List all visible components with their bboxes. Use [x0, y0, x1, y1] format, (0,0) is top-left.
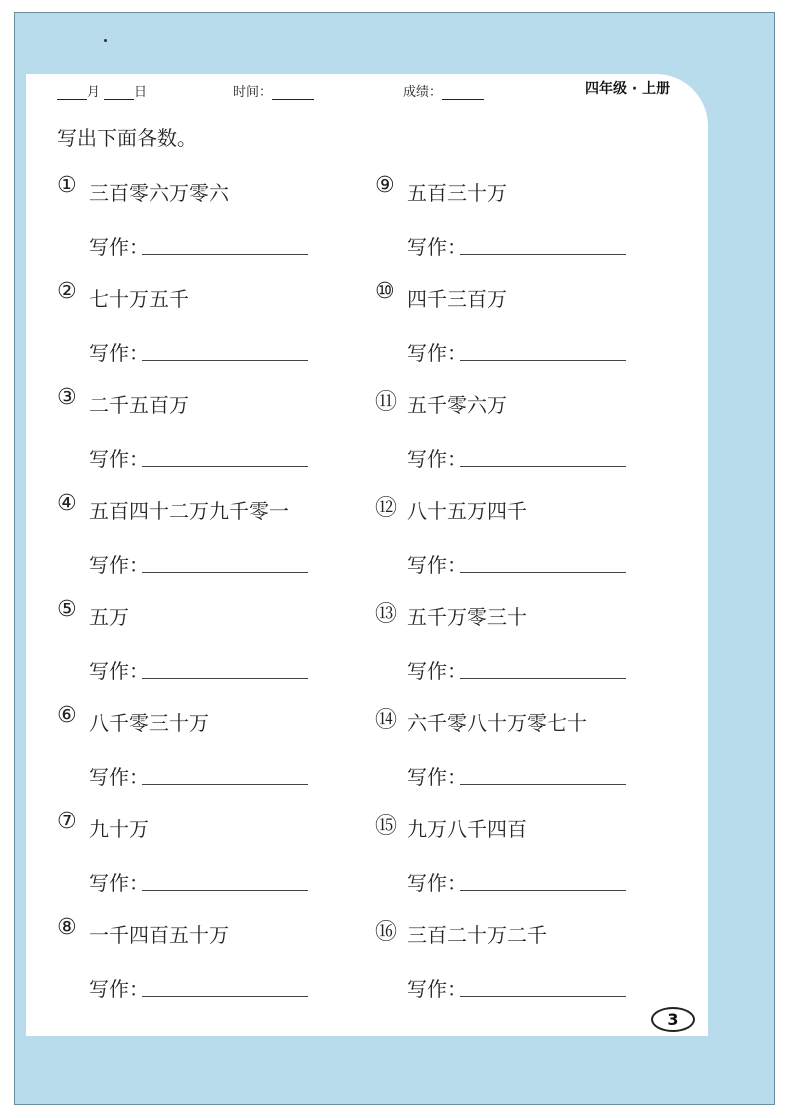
item-number: ⑪	[375, 390, 398, 415]
score-blank[interactable]	[442, 85, 484, 100]
month-blank[interactable]	[57, 85, 87, 100]
answer-blank[interactable]	[142, 466, 308, 467]
answer-blank[interactable]	[460, 360, 626, 361]
number-in-words: 七十万五千	[89, 287, 189, 311]
write-label: 写作：	[89, 341, 149, 365]
score-field	[403, 80, 484, 100]
write-label: 写作：	[407, 553, 467, 577]
answer-blank[interactable]	[142, 572, 308, 573]
write-label: 写作：	[89, 659, 149, 683]
number-in-words: 五百四十二万九千零一	[89, 499, 289, 523]
instruction-text: 写出下面各数。	[57, 126, 197, 150]
answer-blank[interactable]	[460, 996, 626, 997]
number-in-words: 三百二十万二千	[407, 923, 547, 947]
answer-blank[interactable]	[460, 890, 626, 891]
number-in-words: 六千零八十万零七十	[407, 711, 587, 735]
time-label: 时间：	[233, 85, 273, 100]
write-label: 写作：	[89, 553, 149, 577]
item-number: ⑧	[57, 915, 77, 940]
item-number: ②	[57, 279, 77, 304]
answer-blank[interactable]	[142, 784, 308, 785]
write-label: 写作：	[89, 871, 149, 895]
write-label: 写作：	[407, 341, 467, 365]
number-in-words: 五千零六万	[407, 393, 507, 417]
item-number: ⑬	[375, 602, 398, 627]
write-label: 写作：	[407, 235, 467, 259]
answer-blank[interactable]	[460, 572, 626, 573]
answer-blank[interactable]	[460, 784, 626, 785]
number-in-words: 五千万零三十	[407, 605, 527, 629]
write-label: 写作：	[407, 659, 467, 683]
item-number: ⑮	[375, 814, 398, 839]
write-label: 写作：	[407, 871, 467, 895]
item-number: ③	[57, 385, 77, 410]
write-label: 写作：	[407, 977, 467, 1001]
answer-blank[interactable]	[460, 254, 626, 255]
item-number: ①	[57, 173, 77, 198]
number-in-words: 三百零六万零六	[89, 181, 229, 205]
answer-blank[interactable]	[142, 996, 308, 997]
day-blank[interactable]	[104, 85, 134, 100]
grade-label: 四年级 · 上册	[585, 81, 671, 97]
item-number: ⑦	[57, 809, 77, 834]
write-label: 写作：	[89, 977, 149, 1001]
speck	[104, 39, 107, 42]
number-in-words: 九万八千四百	[407, 817, 527, 841]
answer-blank[interactable]	[142, 678, 308, 679]
time-field	[233, 80, 314, 100]
item-number: ④	[57, 491, 77, 516]
item-number: ⑥	[57, 703, 77, 728]
write-label: 写作：	[407, 447, 467, 471]
time-blank[interactable]	[272, 85, 314, 100]
item-number: ⑨	[375, 173, 395, 198]
score-label: 成绩：	[403, 85, 443, 100]
write-label: 写作：	[89, 765, 149, 789]
item-number: ⑫	[375, 496, 398, 521]
item-number: ⑤	[57, 597, 77, 622]
number-in-words: 八千零三十万	[89, 711, 209, 735]
answer-blank[interactable]	[142, 254, 308, 255]
number-in-words: 八十五万四千	[407, 499, 527, 523]
write-label: 写作：	[89, 447, 149, 471]
item-number: ⑩	[375, 279, 395, 304]
write-label: 写作：	[407, 765, 467, 789]
number-in-words: 五万	[89, 605, 129, 629]
number-in-words: 四千三百万	[407, 287, 507, 311]
answer-blank[interactable]	[460, 678, 626, 679]
page-number-badge: 3	[651, 1007, 695, 1032]
date-field	[57, 80, 147, 100]
month-label: 月	[87, 85, 101, 100]
answer-blank[interactable]	[460, 466, 626, 467]
answer-blank[interactable]	[142, 890, 308, 891]
answer-blank[interactable]	[142, 360, 308, 361]
day-label: 日	[134, 85, 148, 100]
item-number: ⑯	[375, 920, 398, 945]
number-in-words: 九十万	[89, 817, 149, 841]
number-in-words: 二千五百万	[89, 393, 189, 417]
write-label: 写作：	[89, 235, 149, 259]
number-in-words: 五百三十万	[407, 181, 507, 205]
item-number: ⑭	[375, 708, 398, 733]
number-in-words: 一千四百五十万	[89, 923, 229, 947]
